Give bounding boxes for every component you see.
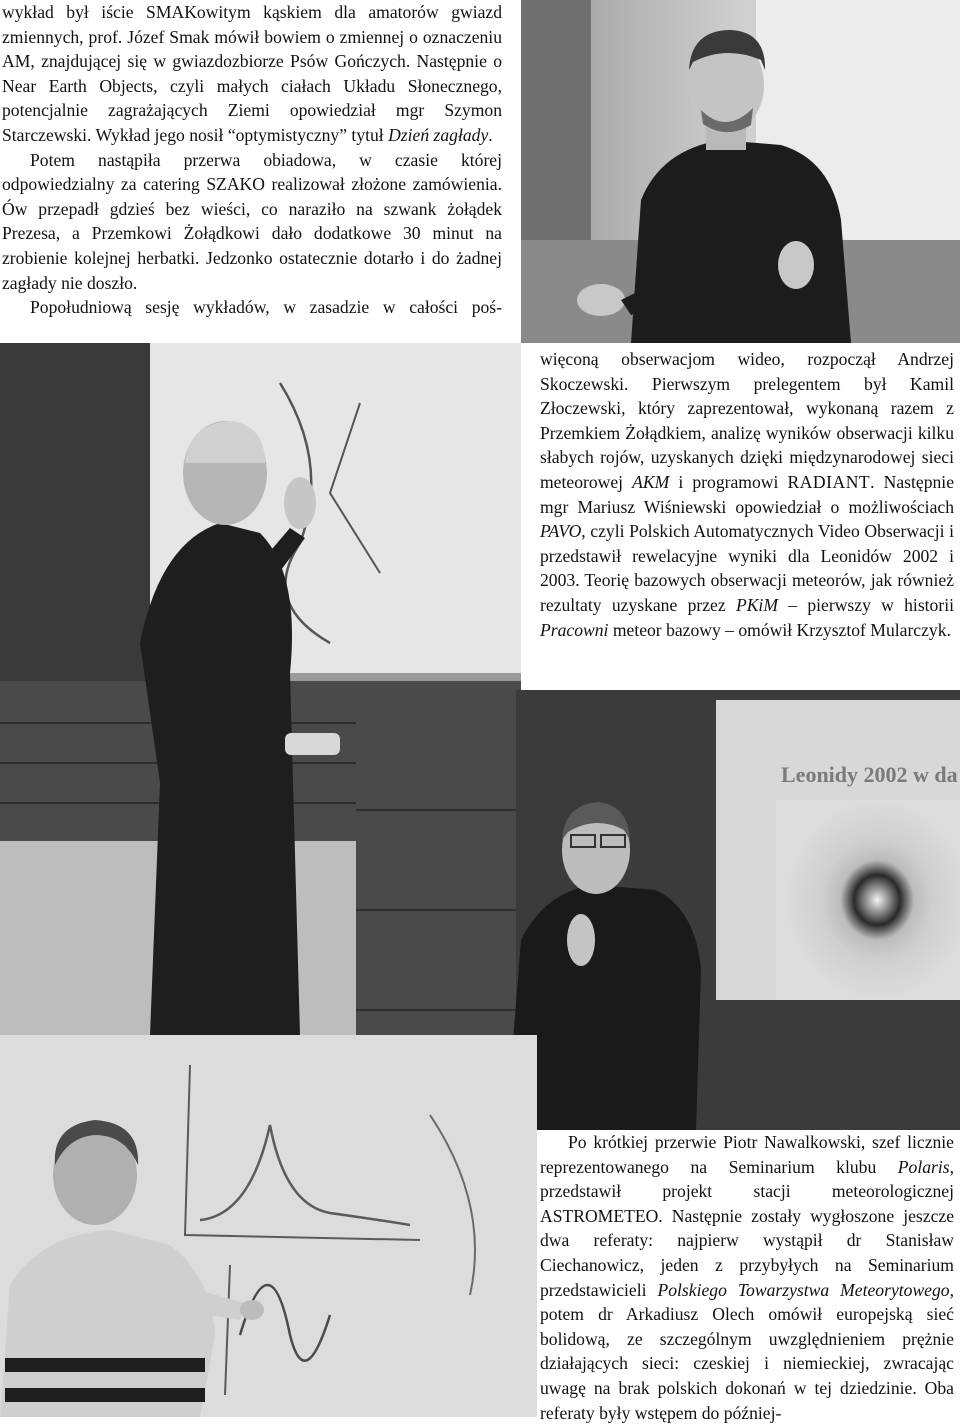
lecture-title: Dzień zagłady xyxy=(388,124,489,145)
paragraph-4: więconą obserwacjom wideo, rozpoczął Andrzej Skoczewski. Pierwszym prelegentem był Kamil Złoczewski, który zaprezentował, wykonaną razem z Przemkiem Żołądkiem, analizę wyników obserwacji kilku słabych rojów, uzyskanych dzięki międzynarodowej sieci meteorowej AKM i programowi RADIANT. Następnie mgr Mariusz Wiśniewski opowiedział o możliwościach PAVO, czyli Polskich Automatycznych Video Obserwacji i przedstawił rewelacyjne wyniki dla Leonidów 2002 i 2003. Teorię bazowych obserwacji meteorów, jak również rezultaty uzyskane przez PKiM – pierwszy w historii Pracowni meteor bazowy – omówił Krzysztof Mularczyk. xyxy=(540,349,955,640)
paragraph-1: wykład był iście SMAKowitym kąskiem dla amatorów gwiazd zmiennych, prof. Józef Smak mówił bowiem o zmiennej o oznaczeniu AM, znajdującej się w gwiazdozbiorze Psów Gończych. Następnie o Near Earth Objects, czyli małych ciałach Układu Słonecznego, potencjalnie zagrażających Ziemi opowiedział mgr Szymon Starczewski. Wykład jego nosił “optymistyczny” tytuł Dzień zagłady. xyxy=(2,2,502,145)
text-column-bottom xyxy=(540,1130,954,1425)
photo-speaker-graph-image xyxy=(0,1035,537,1417)
paragraph-2: Potem nastąpiła przerwa obiadowa, w czasie której odpowiedzialny za catering SZAKO realizował złożone zamówienia. Ów przepadł gdzieś bez wieści, co naraziło na szwank żołądek Prezesa, a Przemkowi Żołądkowi dało dodatkowe 30 minut na zrobienie kolejnej herbatki. Jedzonko ostatecznie dotarło i do żadnej zagłady nie doszło. xyxy=(2,149,502,293)
paragraph-5: Po krótkiej przerwie Piotr Nawalkowski, szef licznie reprezentowanego na Seminarium klubu Polaris, przedstawił projekt stacji meteorologicznej ASTROMETEO. Następnie zostały wygłoszone jeszcze dwa referaty: najpierw wystąpił dr Stanisław Ciechanowicz, jeden z przybyłych na Seminarium przedstawicieli Polskiego Towarzystwa Meteorytowego, potem dr Arkadiusz Olech omówił europejską sieć bolidową, ze szczególnym uwzględnieniem prężnie działających sieci: czeskiej i niemieckiej, zwracając uwagę na brak polskich dokonań w tej dziedzinie. Oba referaty były wstępem do później- xyxy=(540,1132,954,1423)
photo-speaker-gesturing xyxy=(521,0,960,343)
slide-title: Leonidy 2002 w da xyxy=(781,762,958,787)
text-column-middle xyxy=(540,347,954,642)
radiant-program: RADIANT xyxy=(787,471,871,492)
photo-speaker-graph xyxy=(0,1035,537,1417)
paragraph-3: Popołudniową sesję wykładów, w zasadzie w całości poś- xyxy=(30,297,502,318)
photo-speaker-gesturing-image xyxy=(521,0,960,343)
text-column-top xyxy=(2,0,502,320)
